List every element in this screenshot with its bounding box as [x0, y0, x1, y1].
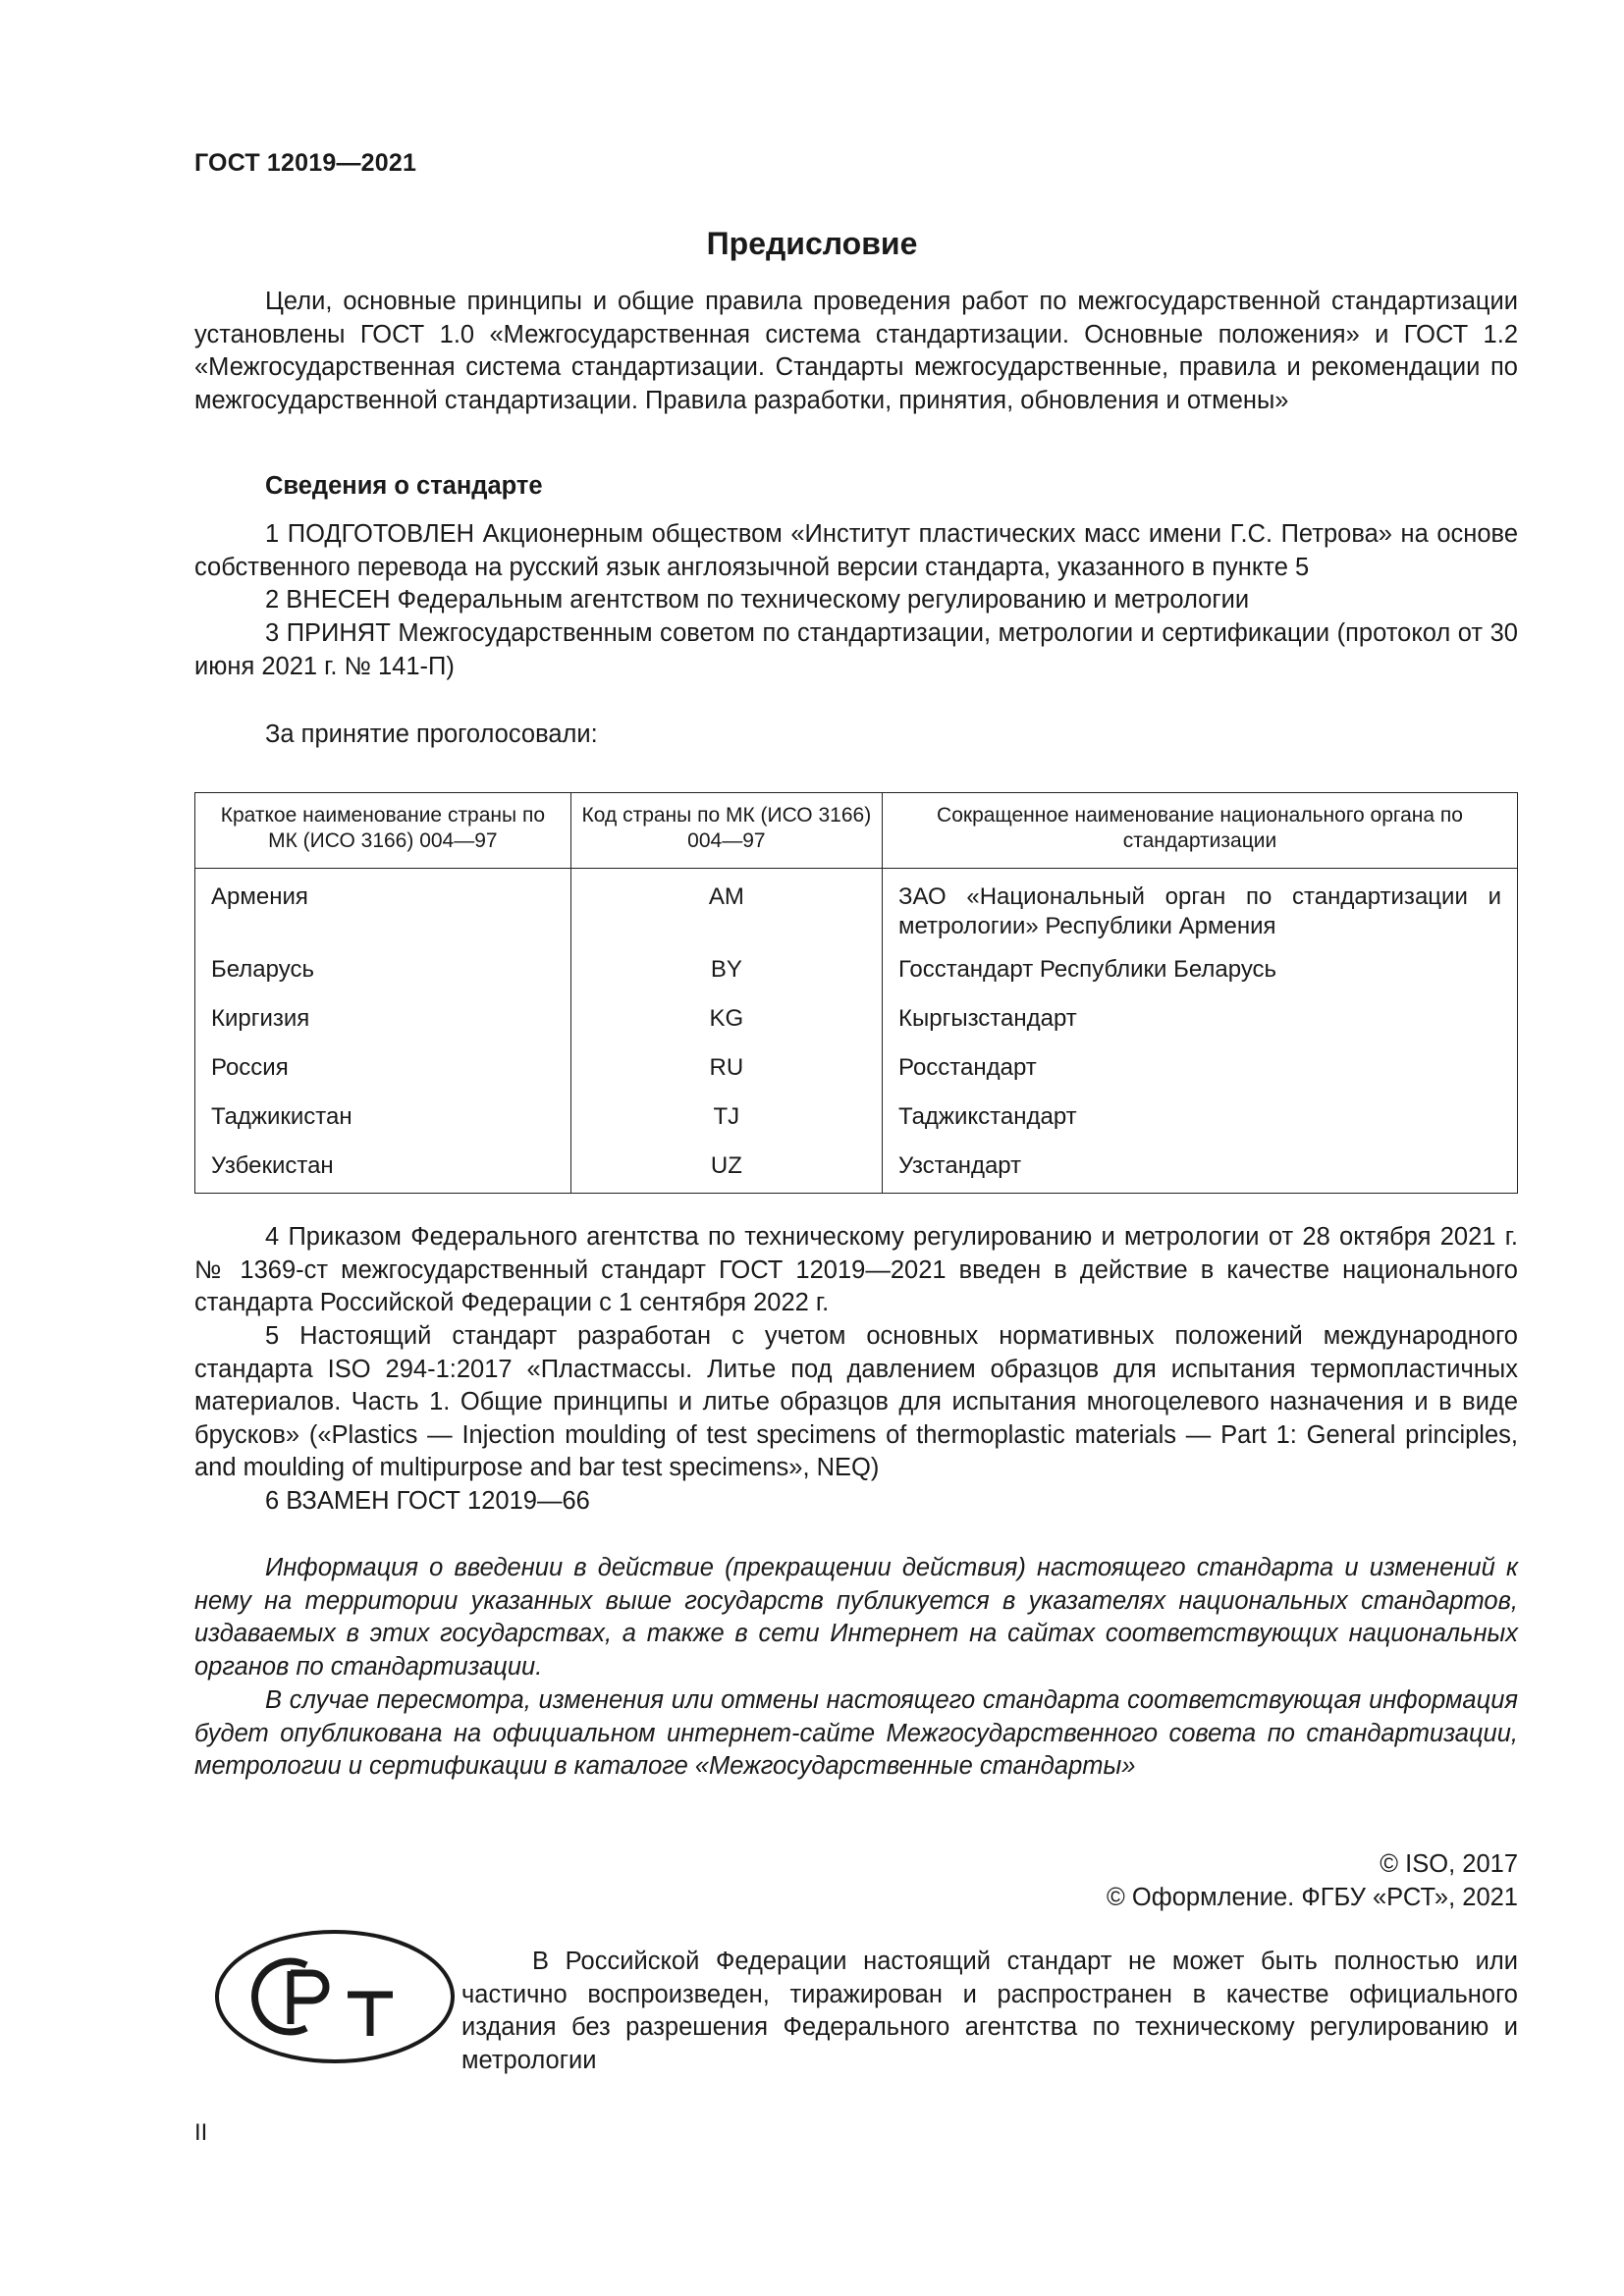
national-body: Кыргызстандарт [882, 996, 1517, 1045]
standard-info-heading: Сведения о стандарте [265, 472, 543, 500]
table-header-row [195, 793, 1518, 869]
member-states-table [194, 792, 1518, 1194]
item-5-developed: 5 Настоящий стандарт разработан с учетом основных нормативных положений международного стандарта ISO 294-1:2017 «Пластмассы. Литье под давлением образцов для испытания термопластичных материалов. Часть 1. Общие принципы и литье образцов для испытания многоцелевого назначения и в виде брусков» («Plastics — Injection moulding of test specimens of thermoplastic materials — Part 1: General principles, and moulding of multipurpose and bar test specimens», NEQ) [194, 1322, 1518, 1481]
rst-logo-icon [210, 1926, 460, 2067]
national-body: Росстандарт [882, 1045, 1517, 1095]
table-row [195, 1144, 1518, 1194]
country-name: Армения [195, 869, 571, 948]
info-paragraph-italic: Информация о введении в действие (прекращении действия) настоящего стандарта и изменений к нему на территории указанных выше государств публикуется в указателях национальных стандартов, издаваемых в этих государствах, а также в сети Интернет на сайтах соответствующих национальных органов по стандартизации. [194, 1554, 1518, 1681]
national-body: ЗАО «Национальный орган по стандартизации и метрологии» Республики Армения [882, 869, 1517, 948]
country-name: Таджикистан [195, 1095, 571, 1144]
iso-copyright: © ISO, 2017 [1380, 1850, 1518, 1878]
document-code: ГОСТ 12019—2021 [194, 149, 417, 177]
header-country-name: Краткое наименование страны по МК (ИСО 3166) 004—97 [195, 793, 571, 869]
country-code: BY [570, 947, 882, 996]
voted-for-label: За принятие проголосовали: [265, 721, 598, 748]
country-code: AM [570, 869, 882, 948]
page-number: II [194, 2119, 208, 2146]
country-code: RU [570, 1045, 882, 1095]
country-name: Киргизия [195, 996, 571, 1045]
intro-paragraph: Цели, основные принципы и общие правила проведения работ по межгосударственной стандартизации установлены ГОСТ 1.0 «Межгосударственная система стандартизации. Основные положения» и ГОСТ 1.2 «Межгосударственная система стандартизации. Стандарты межгосударственные, правила и рекомендации по межгосударственной стандартизации. Правила разработки, принятия, обновления и отмены» [194, 288, 1518, 414]
item-4-enacted: 4 Приказом Федерального агентства по техническому регулированию и метрологии от 28 октября 2021 г. № 1369-ст межгосударственный стандарт ГОСТ 12019—2021 введен в действие в качестве национального стандарта Российской Федерации с 1 сентября 2022 г. [194, 1223, 1518, 1316]
item-2-introduced: 2 ВНЕСЕН Федеральным агентством по техническому регулированию и метрологии [265, 586, 1250, 614]
table-row [195, 947, 1518, 996]
country-code: TJ [570, 1095, 882, 1144]
country-code: KG [570, 996, 882, 1045]
design-copyright: © Оформление. ФГБУ «РСТ», 2021 [1107, 1884, 1518, 1911]
item-6-replaces: 6 ВЗАМЕН ГОСТ 12019—66 [265, 1487, 590, 1515]
table-row [195, 1095, 1518, 1144]
table-row [195, 1045, 1518, 1095]
country-name: Россия [195, 1045, 571, 1095]
table-row [195, 996, 1518, 1045]
national-body: Таджикстандарт [882, 1095, 1517, 1144]
national-body: Узстандарт [882, 1144, 1517, 1194]
table-row [195, 869, 1518, 948]
item-1-prepared: 1 ПОДГОТОВЛЕН Акционерным обществом «Институт пластических масс имени Г.С. Петрова» на основе собственного перевода на русский язык англоязычной версии стандарта, указанного в пункте 5 [194, 520, 1518, 581]
item-3-adopted: 3 ПРИНЯТ Межгосударственным советом по стандартизации, метрологии и сертификации (протокол от 30 июня 2021 г. № 141-П) [194, 619, 1518, 680]
copyright-notice: В Российской Федерации настоящий стандарт не может быть полностью или частично воспроизведен, тиражирован и распространен в качестве официального издания без разрешения Федерального агентства по техническому регулированию и метрологии [461, 1948, 1518, 2074]
revision-paragraph-italic: В случае пересмотра, изменения или отмены настоящего стандарта соответствующая информация будет опубликована на официальном интернет-сайте Межгосударственного совета по стандартизации, метрологии и сертификации в каталоге «Межгосударственные стандарты» [194, 1686, 1518, 1780]
country-name: Беларусь [195, 947, 571, 996]
country-name: Узбекистан [195, 1144, 571, 1194]
header-national-body: Сокращенное наименование национального органа по стандартизации [882, 793, 1517, 869]
page-title: Предисловие [706, 226, 918, 261]
header-country-code: Код страны по МК (ИСО 3166) 004—97 [570, 793, 882, 869]
national-body: Госстандарт Республики Беларусь [882, 947, 1517, 996]
country-code: UZ [570, 1144, 882, 1194]
